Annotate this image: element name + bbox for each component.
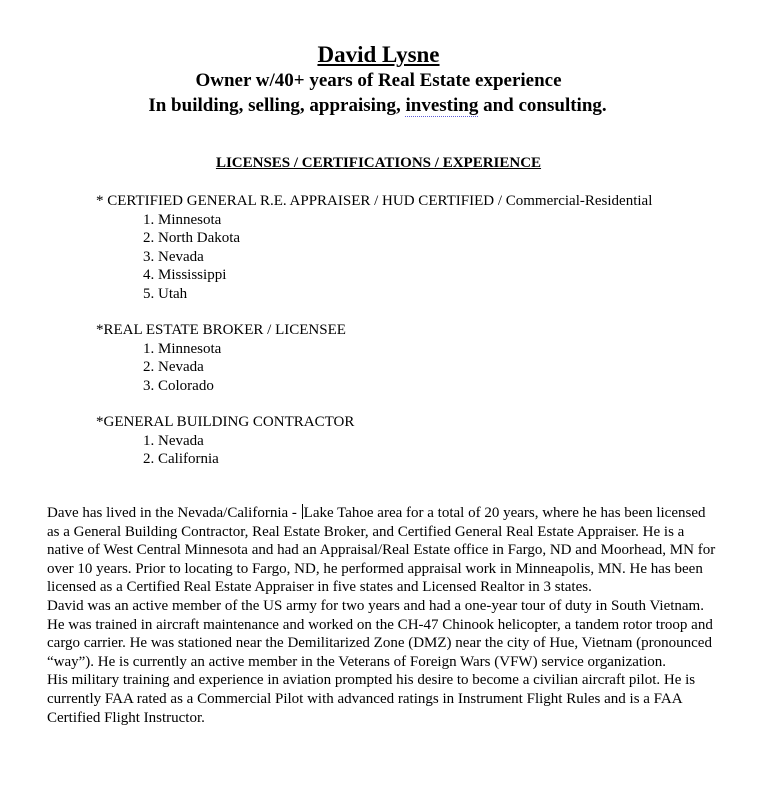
text-cursor — [302, 504, 303, 519]
list-item: 2. North Dakota — [143, 230, 241, 246]
subtitle-line-1: Owner w/40+ years of Real Estate experience — [195, 70, 562, 91]
list-item: 2. California — [143, 451, 219, 467]
list-item: 3. Nevada — [143, 248, 204, 265]
license-block-appraiser — [96, 192, 652, 303]
license-heading: *GENERAL BUILDING CONTRACTOR — [96, 414, 355, 430]
bio-paragraph-3: His military training and experience in aviation prompted his desire to become a civilian aircraft pilot. He is currently FAA rated as a Commercial Pilot with advanced ratings in Instrument Flight Rules and is a FAA Certified Flight Instructor. — [47, 672, 696, 726]
spellcheck-flagged-word: investing — [405, 95, 479, 116]
license-block-contractor — [96, 413, 354, 469]
license-heading: * CERTIFIED GENERAL R.E. APPRAISER / HUD CERTIFIED / Commercial-Residential — [96, 193, 653, 209]
subtitle-line-2-start: In building, selling, appraising, — [148, 95, 406, 116]
license-block-broker — [96, 321, 346, 395]
list-item: 1. Minnesota — [143, 211, 222, 228]
list-item: 5. Utah — [143, 285, 188, 302]
bio-paragraph-2: David was an active member of the US army for two years and had a one-year tour of duty in South Vietnam. He was trained in aircraft maintenance and worked on the CH-47 Chinook helicopter, a tandem rotor troop and cargo carrier. He was stationed near the Demilitarized Zone (DMZ) near the city of Hue, Vietnam (pronounced “way”). He is currently an active member in the Veterans of Foreign Wars (VFW) service organization. — [47, 597, 713, 670]
subtitle-line-2-end: and consulting. — [478, 95, 607, 116]
license-state-list — [96, 340, 346, 396]
page-title: David Lysne — [317, 42, 440, 67]
subtitle-line-2 — [0, 94, 756, 118]
list-item: 2. Nevada — [143, 359, 204, 375]
license-heading: *REAL ESTATE BROKER / LICENSEE — [96, 322, 346, 338]
bio-paragraph-1-rest: Lake Tahoe area for a total of 20 years, where he has been licensed as a General Building Contractor, Real Estate Broker, and Certified General Real Estate Appraiser. He is a native of West Central Minnesota and had an Appraisal/Real Estate office in Fargo, ND and Moorhead, MN for over 10 years. Prior to locating to Fargo, ND, he performed appraisal work in Minneapolis, MN. He has been licensed as a Certified Real Estate Appraiser in five states and Licensed Realtor in 3 states. — [47, 505, 716, 596]
bio-text[interactable] — [47, 504, 717, 727]
license-state-list — [96, 211, 652, 304]
list-item: 3. Colorado — [143, 377, 214, 394]
license-state-list — [96, 432, 354, 469]
list-item: 1. Nevada — [143, 432, 204, 449]
section-heading: LICENSES / CERTIFICATIONS / EXPERIENCE — [215, 155, 542, 171]
list-item: 4. Mississippi — [143, 267, 227, 283]
list-item: 1. Minnesota — [143, 340, 222, 357]
bio-paragraph-1-start: Dave has lived in the Nevada/California - — [47, 505, 301, 521]
bio-paragraph-1 — [47, 504, 717, 597]
